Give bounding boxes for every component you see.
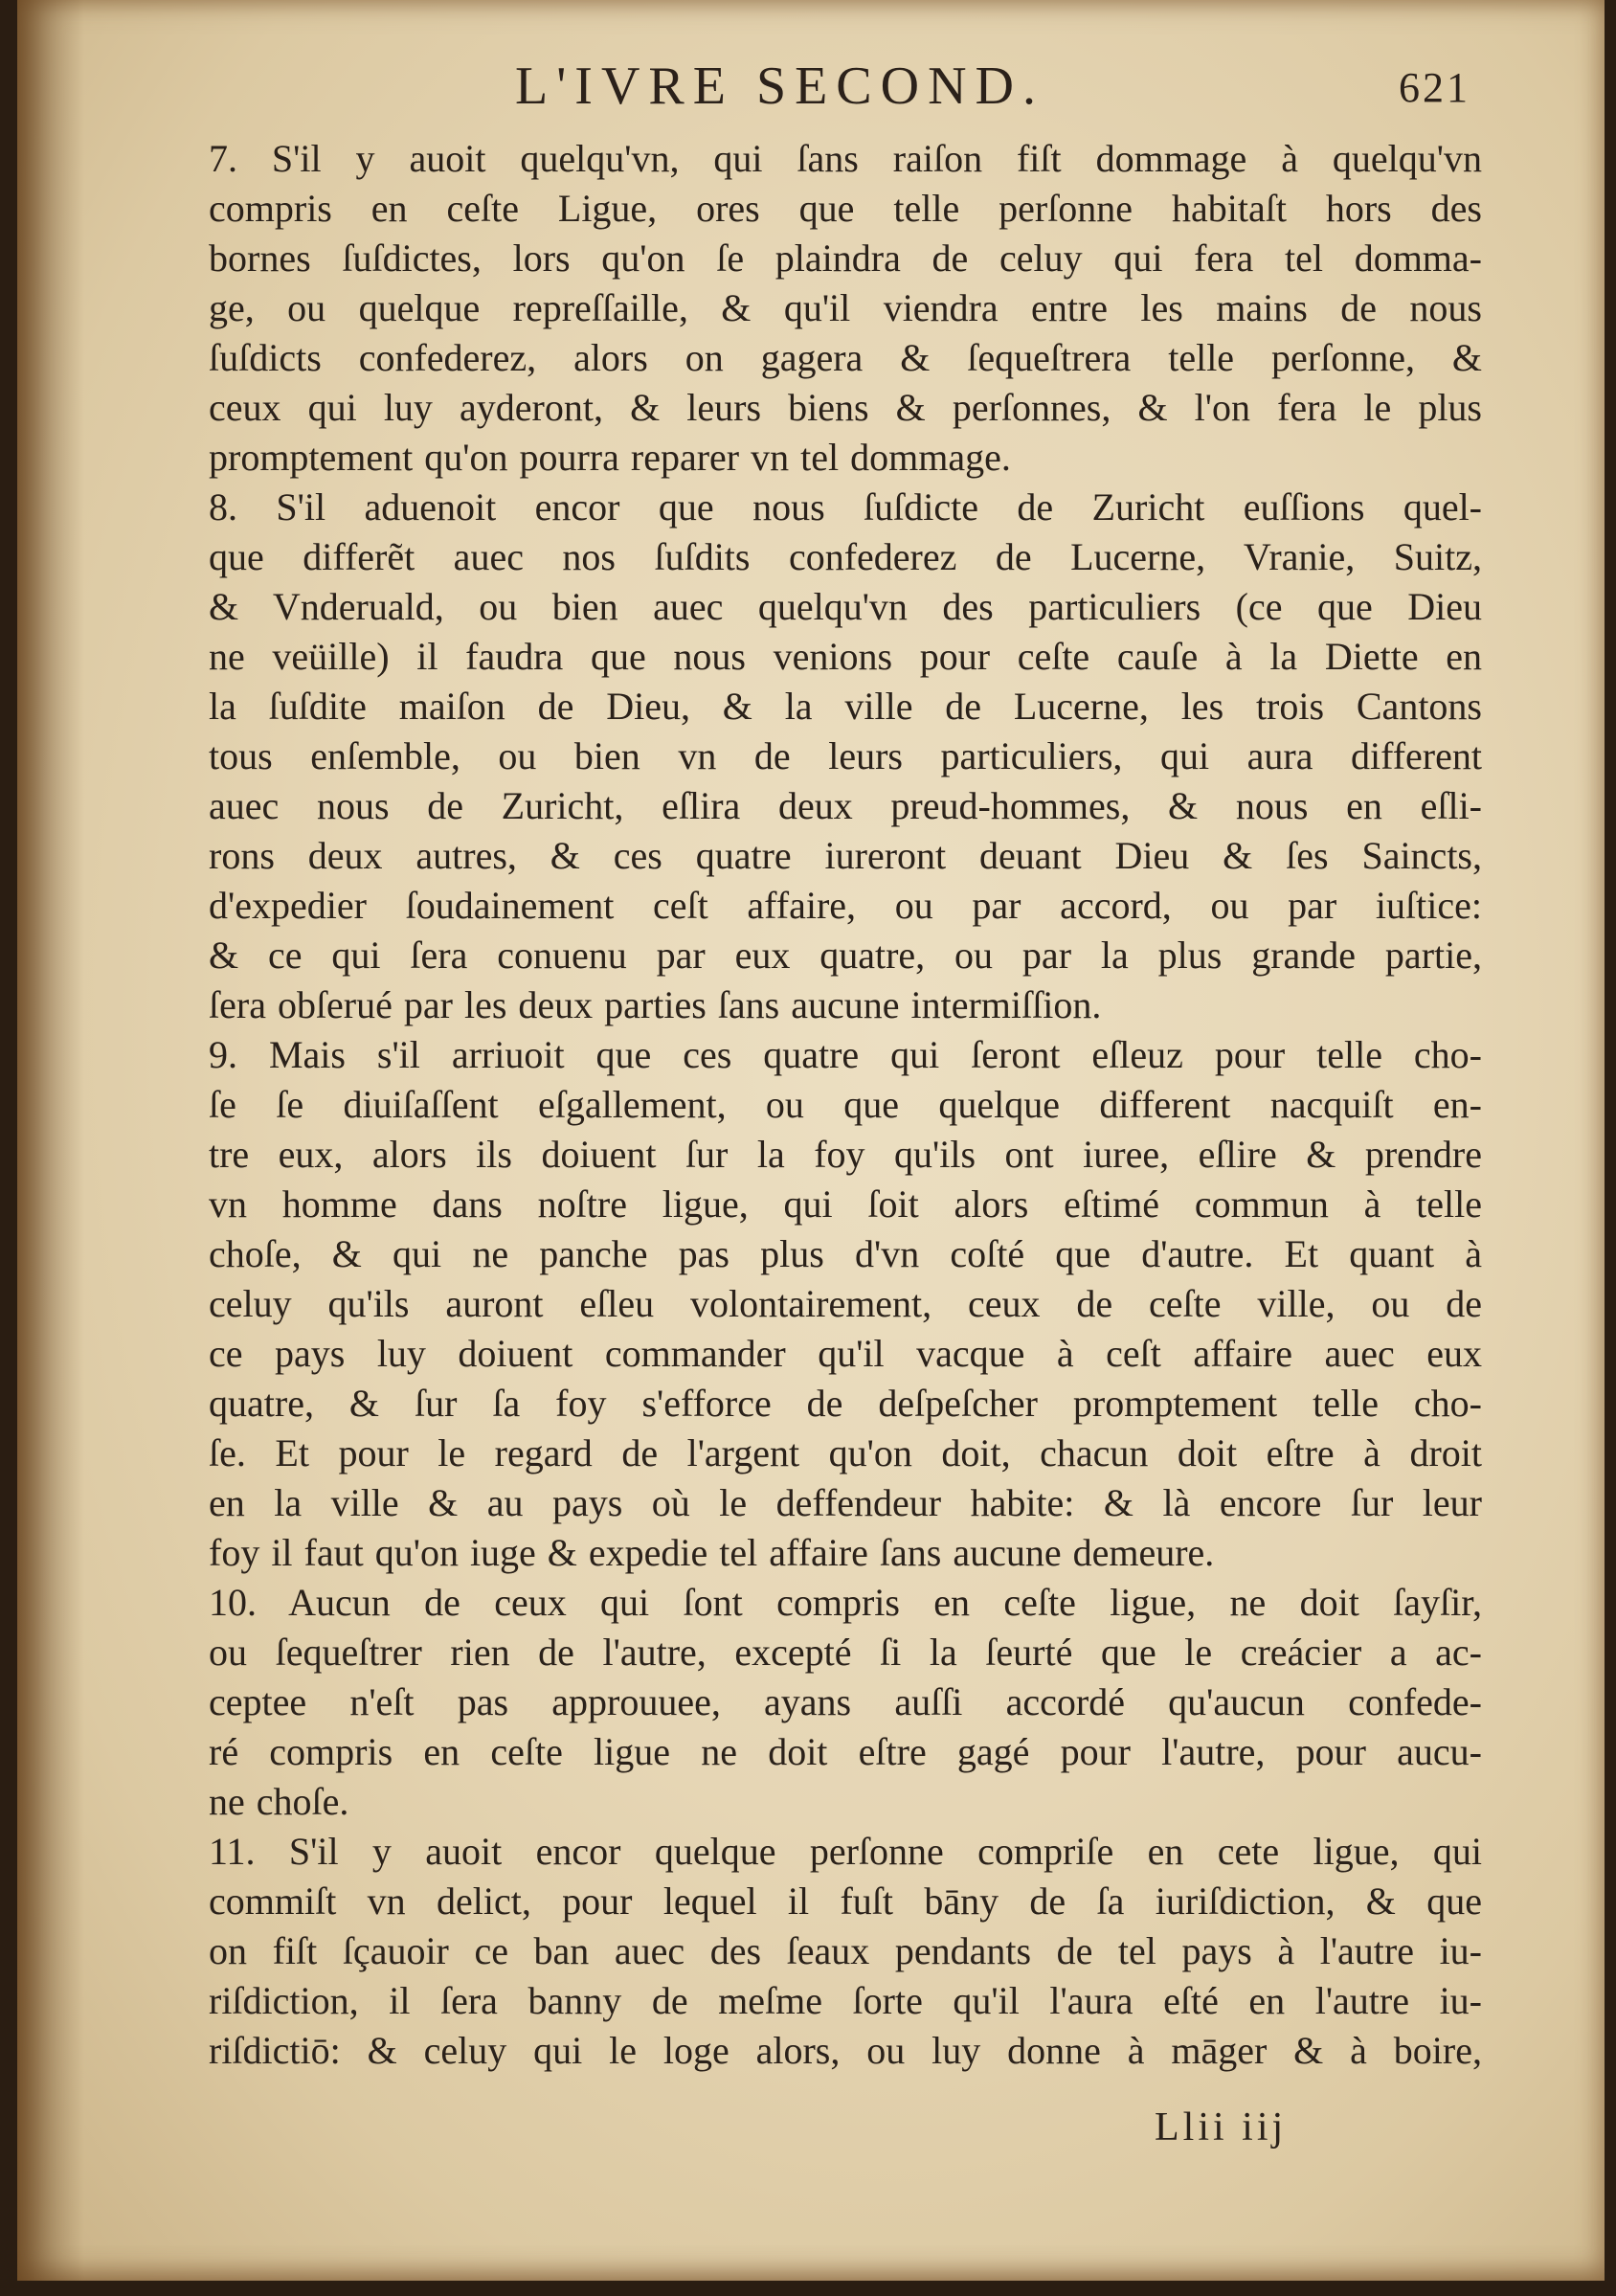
text-line: 7. S'il y auoit quelqu'vn, qui ſans raiſon fiſt dommage à quelqu'vn (209, 137, 1482, 180)
text-line: 8. S'il aduenoit encor que nous ſuſdicte de Zuricht euſſions quel- (209, 485, 1482, 529)
text-line: ge, ou quelque repreſſaille, & qu'il viendra entre les mains de nous (209, 286, 1482, 329)
running-title: L'IVRE SECOND. (515, 56, 1044, 116)
binding-shadow (17, 0, 84, 2281)
book-page (17, 0, 1605, 2281)
text-line: on fiſt ſçauoir ce ban auec des ſeaux pendants de tel pays à l'autre iu- (209, 1929, 1482, 1972)
text-line: ſe. Et pour le regard de l'argent qu'on doit, chacun doit eſtre à droit (209, 1431, 1482, 1474)
body-text (209, 134, 1482, 2076)
text-line: la ſuſdite maiſon de Dieu, & la ville de Lucerne, les trois Cantons (209, 685, 1482, 728)
text-line: promptement qu'on pourra reparer vn tel dommage. (209, 436, 1011, 479)
text-line: tre eux, alors ils doiuent ſur la foy qu'ils ont iuree, eſlire & prendre (209, 1133, 1482, 1176)
text-line: ne choſe. (209, 1780, 349, 1823)
text-line: ceptee n'eſt pas approuuee, ayans auſſi accordé qu'aucun confede- (209, 1680, 1482, 1723)
text-line: ſuſdicts confederez, alors on gagera & ſequeſtrera telle perſonne, & (209, 336, 1482, 379)
text-line: & ce qui ſera conuenu par eux quatre, ou par la plus grande partie, (209, 934, 1482, 977)
text-line: 10. Aucun de ceux qui ſont compris en ceſte ligue, ne doit ſayſir, (209, 1581, 1482, 1624)
text-line: auec nous de Zuricht, eſlira deux preud-hommes, & nous en eſli- (209, 784, 1482, 827)
text-line: ré compris en ceſte ligue ne doit eſtre gagé pour l'autre, pour aucu- (209, 1730, 1482, 1773)
text-line: 9. Mais s'il arriuoit que ces quatre qui ſeront eſleuz pour telle cho- (209, 1033, 1482, 1076)
text-line: & Vnderuald, ou bien auec quelqu'vn des particuliers (ce que Dieu (209, 585, 1482, 628)
running-head (17, 56, 1605, 123)
text-line: riſdiction, il ſera banny de meſme ſorte qu'il l'aura eſté en l'autre iu- (209, 1979, 1482, 2022)
text-line: ce pays luy doiuent commander qu'il vacque à ceſt affaire auec eux (209, 1332, 1482, 1375)
signature-mark: Llii iij (1155, 2105, 1288, 2150)
text-line: vn homme dans noſtre ligue, qui ſoit alors eſtimé commun à telle (209, 1182, 1482, 1226)
text-line: ceux qui luy ayderont, & leurs biens & perſonnes, & l'on fera le plus (209, 386, 1482, 429)
text-line: quatre, & ſur ſa foy s'efforce de deſpeſcher promptement telle cho- (209, 1382, 1482, 1425)
text-line: ou ſequeſtrer rien de l'autre, excepté ſi la ſeurté que le creácier a ac- (209, 1631, 1482, 1674)
text-line: d'expedier ſoudainement ceſt affaire, ou par accord, ou par iuſtice: (209, 884, 1482, 927)
text-line: que differẽt auec nos ſuſdits confederez de Lucerne, Vranie, Suitz, (209, 535, 1482, 578)
text-line: compris en ceſte Ligue, ores que telle perſonne habitaſt hors des (209, 187, 1482, 230)
text-line: en la ville & au pays où le deffendeur habite: & là encore ſur leur (209, 1481, 1482, 1524)
text-line: rons deux autres, & ces quatre iureront deuant Dieu & ſes Saincts, (209, 834, 1482, 877)
text-line: ne veüille) il faudra que nous venions pour ceſte cauſe à la Diette en (209, 635, 1482, 678)
text-line: 11. S'il y auoit encor quelque perſonne compriſe en cete ligue, qui (209, 1830, 1482, 1873)
text-line: choſe, & qui ne panche pas plus d'vn coſté que d'autre. Et quant à (209, 1232, 1482, 1275)
text-line: riſdictiō: & celuy qui le loge alors, ou luy donne à māger & à boire, (209, 2029, 1482, 2072)
text-line: bornes ſuſdictes, lors qu'on ſe plaindra de celuy qui fera tel domma- (209, 236, 1482, 280)
page-number: 621 (1399, 64, 1470, 111)
text-line: commiſt vn delict, pour lequel il fuſt bāny de ſa iuriſdiction, & que (209, 1880, 1482, 1923)
text-line: foy il faut qu'on iuge & expedie tel affaire ſans aucune demeure. (209, 1531, 1215, 1574)
text-line: ſe ſe diuiſaſſent eſgallement, ou que quelque different nacquiſt en- (209, 1083, 1482, 1126)
text-line: ſera obſerué par les deux parties ſans aucune intermiſſion. (209, 983, 1102, 1026)
text-line: celuy qu'ils auront eſleu volontairement, ceux de ceſte ville, ou de (209, 1282, 1482, 1325)
text-line: tous enſemble, ou bien vn de leurs particuliers, qui aura different (209, 734, 1482, 777)
